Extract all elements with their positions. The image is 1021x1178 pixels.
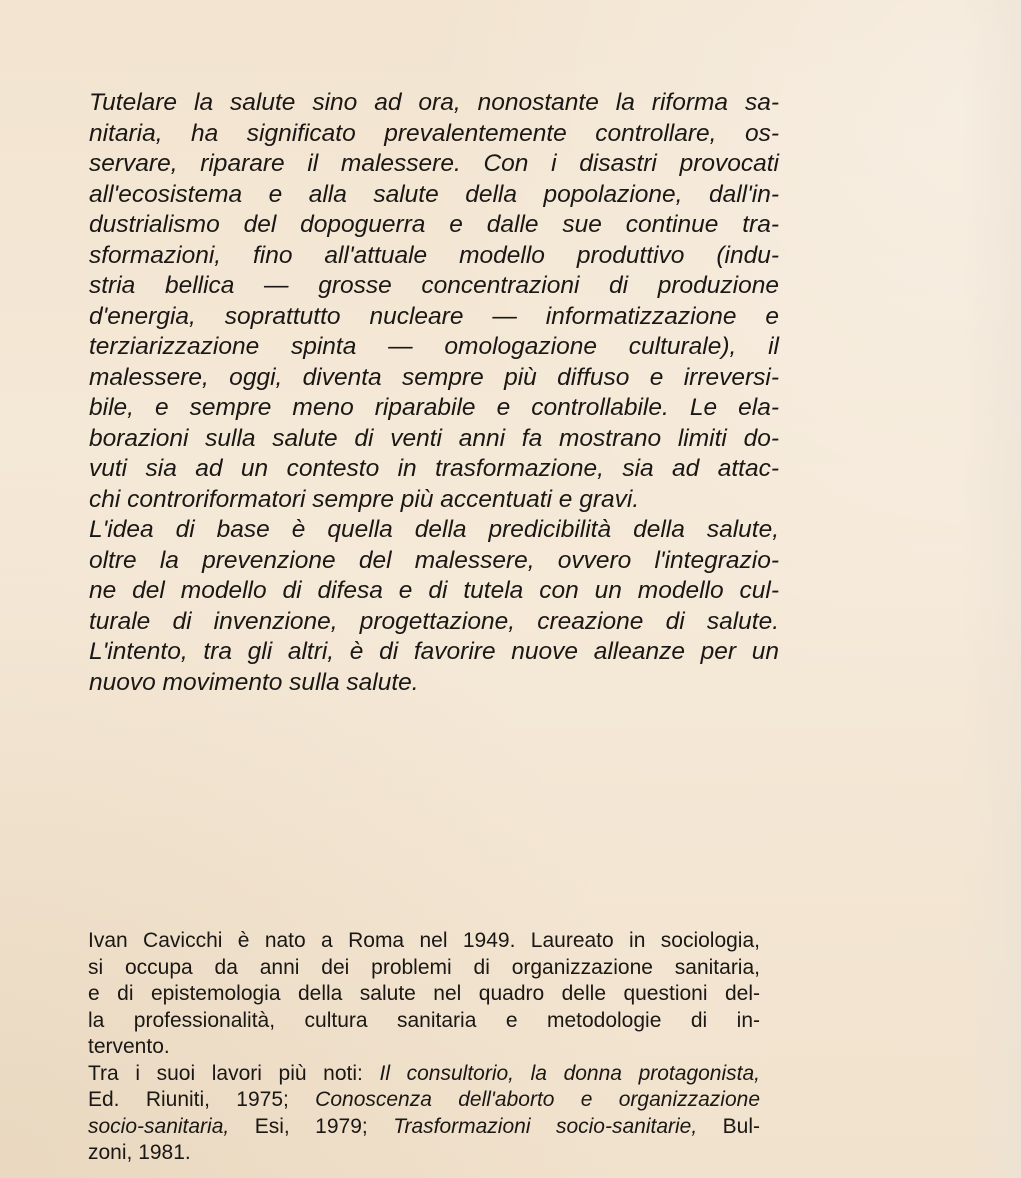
bio-line: tervento. xyxy=(88,1035,170,1058)
blurb-line: chi controriformatori sempre più accentuati e gravi. xyxy=(89,485,640,513)
blurb-line: bile, e sempre meno riparabile e controllabile. Le ela- xyxy=(89,394,779,421)
bio-line: Ivan Cavicchi è nato a Roma nel 1949. Laureato in sociologia, xyxy=(88,929,760,952)
bio-line xyxy=(88,1061,760,1088)
blurb-line: nuovo movimento sulla salute. xyxy=(89,668,419,696)
bio-line: la professionalità, cultura sanitaria e metodologie di in- xyxy=(88,1008,760,1032)
blurb-line: ne del modello di difesa e di tutela con un modello cul- xyxy=(89,577,779,604)
bio-line: e di epistemologia della salute nel quadro delle questioni del- xyxy=(88,982,760,1005)
paper-edge-shading xyxy=(961,0,1021,1178)
back-cover-blurb xyxy=(89,88,779,698)
work-title: Trasformazioni socio-sanitarie, xyxy=(393,1114,698,1138)
blurb-line: nitaria, ha significato prevalentemente controllare, os- xyxy=(89,119,779,147)
blurb-line: d'energia, soprattutto nucleare — informatizzazione e xyxy=(89,302,779,330)
bio-line: si occupa da anni dei problemi di organizzazione sanitaria, xyxy=(88,955,760,979)
blurb-line: malessere, oggi, diventa sempre più diffuso e irreversi- xyxy=(89,363,779,391)
bio-line: zoni, 1981. xyxy=(88,1141,191,1164)
blurb-line: sformazioni, fino all'attuale modello produttivo (indu- xyxy=(89,241,779,269)
work-title: Il consultorio, la donna protagonista, xyxy=(379,1061,760,1085)
work-title: socio-sanitaria, xyxy=(88,1114,230,1138)
blurb-line: vuti sia ad un contesto in trasformazione, sia ad attac- xyxy=(89,455,779,482)
blurb-line: Tutelare la salute sino ad ora, nonostante la riforma sa- xyxy=(89,89,779,116)
bio-text: Ed. Riuniti, 1975; xyxy=(88,1088,316,1111)
blurb-line: turale di invenzione, progettazione, creazione di salute. xyxy=(89,607,779,635)
author-bio xyxy=(88,928,760,1167)
bio-text: Bul- xyxy=(697,1114,760,1138)
bio-text: Tra i suoi lavori più noti: xyxy=(88,1061,380,1085)
blurb-line: dustrialismo del dopoguerra e dalle sue continue tra- xyxy=(89,211,779,238)
blurb-line: oltre la prevenzione del malessere, ovvero l'integrazio- xyxy=(89,546,779,574)
blurb-line: terziarizzazione spinta — omologazione culturale), il xyxy=(89,333,779,360)
work-title: Conoscenza dell'aborto e organizzazione xyxy=(315,1088,760,1111)
blurb-line: L'intento, tra gli altri, è di favorire nuove alleanze per un xyxy=(89,638,779,665)
blurb-line: servare, riparare il malessere. Con i disastri provocati xyxy=(89,150,779,177)
bio-line xyxy=(88,1087,760,1114)
blurb-line: stria bellica — grosse concentrazioni di produzione xyxy=(89,272,779,299)
blurb-line: L'idea di base è quella della predicibilità della salute, xyxy=(89,516,779,543)
blurb-line: all'ecosistema e alla salute della popolazione, dall'in- xyxy=(89,180,779,208)
bio-text: Esi, 1979; xyxy=(229,1114,394,1138)
blurb-line: borazioni sulla salute di venti anni fa mostrano limiti do- xyxy=(89,424,779,452)
bio-line xyxy=(88,1114,760,1141)
